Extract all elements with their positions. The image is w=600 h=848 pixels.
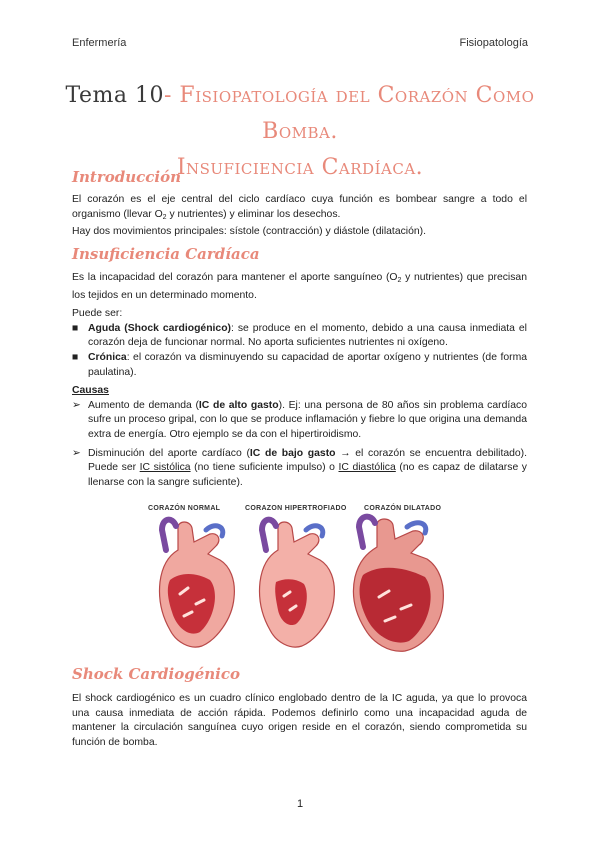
causa1-bold: IC de alto gasto bbox=[198, 399, 279, 411]
list-item-aguda bbox=[72, 322, 527, 351]
ic-body bbox=[72, 271, 527, 490]
dilated-heart-icon bbox=[353, 517, 443, 652]
aguda-text: : se produce en el momento, debido a una causa inmediata el corazón deja de funcionar normal. No aporta suficientes nutrientes ni oxígeno. bbox=[88, 322, 527, 349]
ic-text-a: Es la incapacidad del corazón para mantener el aporte sanguíneo (O bbox=[72, 272, 398, 283]
intro-text-b: y nutrientes) y eliminar los desechos. bbox=[166, 208, 341, 220]
title-rest-line1: - Fisiopatología del Corazón Como Bomba. bbox=[164, 83, 535, 144]
causa2-pre: Disminución del aporte cardíaco ( bbox=[88, 447, 250, 459]
intro-text-a: El corazón es el eje central del ciclo cardíaco cuya función es bombear sangre a todo el organismo (llevar O bbox=[72, 194, 527, 220]
label-hipertrofiado: CORAZON HIPERTROFIADO bbox=[245, 505, 347, 512]
shock-paragraph: El shock cardiogénico es un cuadro clínico englobado dentro de la IC aguda, ya que lo provoca una causa inmediata de acción rápida. Podemos definirlo como una incapacidad aguda de mantener la circulación sanguínea cuyo origen reside en el corazón, siendo comprometida su función de bomba. bbox=[72, 693, 527, 748]
page-number: 1 bbox=[296, 798, 304, 810]
header-left: Enfermería bbox=[72, 37, 127, 49]
cronica-text: : el corazón va disminuyendo su capacidad de aportar oxígeno y nutrientes (de forma paulatina). bbox=[88, 351, 527, 378]
shock-body bbox=[72, 692, 527, 750]
ic-diastolica-link: IC diastólica bbox=[338, 462, 396, 474]
intro-body bbox=[72, 193, 527, 240]
causa2-mid2: (no tiene suficiente impulso) o bbox=[190, 462, 339, 474]
ic-text-b: y nutrientes) que precisan los tejidos en un determinado momento. bbox=[72, 272, 527, 301]
hypertrophied-heart-icon bbox=[259, 520, 334, 647]
label-dilatado: CORAZÓN DILATADO bbox=[364, 505, 442, 512]
title-prefix: Tema 10 bbox=[65, 83, 164, 108]
list-item-cronica bbox=[72, 351, 527, 380]
label-normal: CORAZÓN NORMAL bbox=[148, 505, 221, 512]
title-line2: Insuficiencia Cardíaca. bbox=[176, 155, 424, 180]
intro-paragraph-2: Hay dos movimientos principales: sístole (contracción) y diástole (dilatación). bbox=[72, 226, 427, 238]
hearts-figure bbox=[140, 505, 460, 655]
arrow-bullet-icon: ➢ bbox=[72, 447, 81, 459]
header-right: Fisiopatología bbox=[459, 37, 528, 49]
shock-heading: Shock Cardiogénico bbox=[72, 665, 241, 683]
causa2-mid: → el corazón se encuentra debilitado). Puede ser bbox=[88, 447, 528, 474]
intro-sub: 2 bbox=[162, 213, 167, 221]
intro-paragraph bbox=[72, 193, 527, 225]
square-bullet-icon: ■ bbox=[72, 351, 79, 363]
causa1-pre: Aumento de demanda ( bbox=[88, 399, 199, 411]
list-item-causa-1 bbox=[72, 399, 527, 443]
causas-heading bbox=[72, 384, 527, 399]
causa2-end: (no es capaz de dilatarse y llenarse con la sangre suficiente). bbox=[88, 462, 527, 488]
ic-definition bbox=[72, 271, 527, 303]
hearts-illustration bbox=[140, 505, 460, 655]
ic-heading: Insuficiencia Cardíaca bbox=[72, 245, 260, 263]
ic-puede: Puede ser: bbox=[72, 308, 123, 320]
normal-heart-icon bbox=[159, 520, 234, 647]
causa2-bold: IC de bajo gasto bbox=[249, 447, 336, 459]
cronica-label: Crónica bbox=[88, 351, 127, 363]
aguda-label: Aguda (Shock cardiogénico) bbox=[88, 322, 232, 334]
intro-heading: Introducción bbox=[72, 168, 182, 186]
ic-sistolica-link: IC sistólica bbox=[139, 462, 191, 474]
list-item-causa-2 bbox=[72, 447, 527, 491]
ic-sub: 2 bbox=[397, 277, 402, 284]
square-bullet-icon: ■ bbox=[72, 322, 79, 334]
arrow-bullet-icon: ➢ bbox=[72, 399, 81, 411]
causa1-post: ). Ej: una persona de 80 años sin problema cardíaco sufre un proceso gripal, con lo que se produce inflamación y fiebre lo que origina una demanda extra de energía. Otro ejemplo se da con el hipertiroidismo. bbox=[88, 399, 527, 440]
causas-label: Causas bbox=[72, 385, 109, 397]
